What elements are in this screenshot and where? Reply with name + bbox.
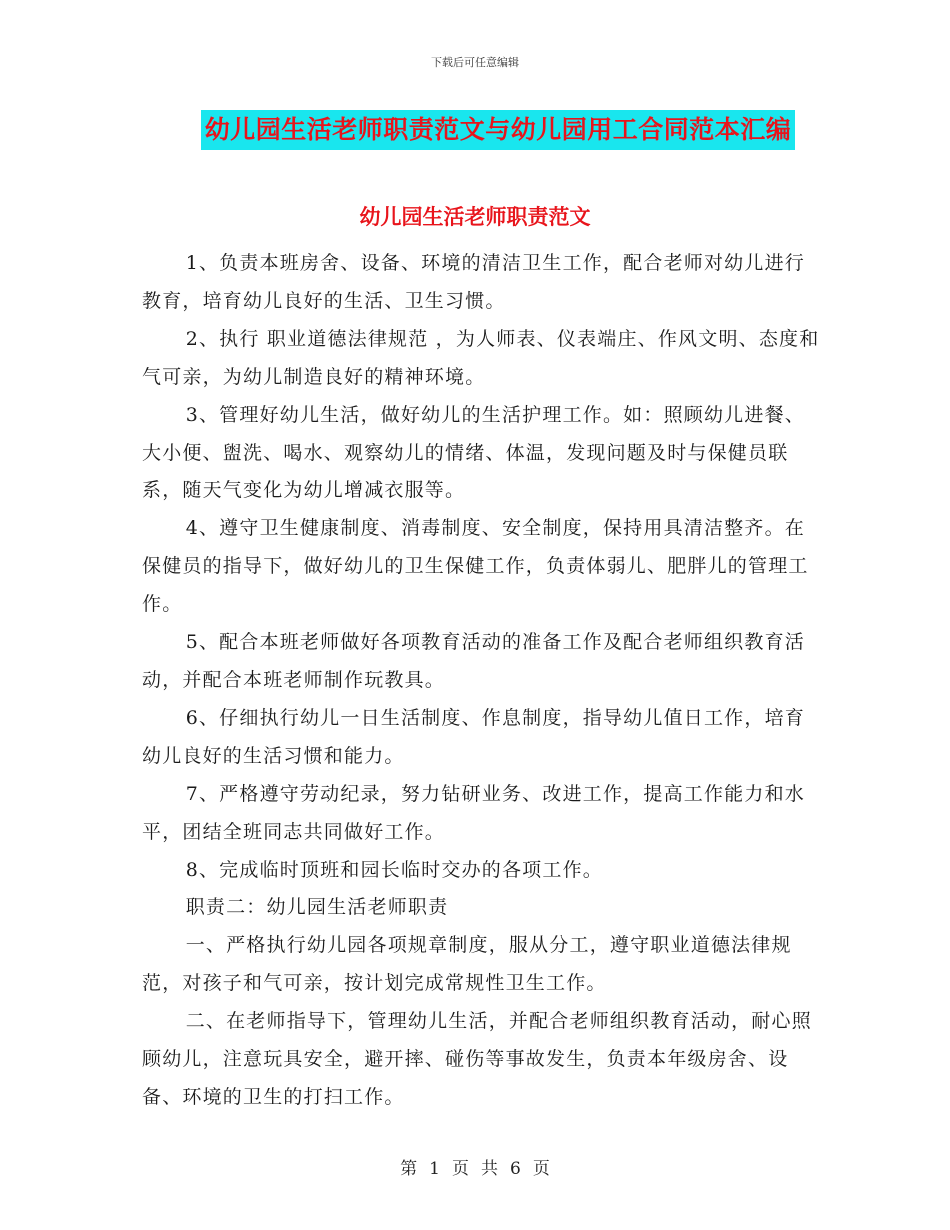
paragraph-1: 1、负责本班房舍、设备、环境的清洁卫生工作，配合老师对幼儿进行教育，培育幼儿良好的生活、卫生习惯。 bbox=[142, 252, 805, 312]
footer-total-prefix: 共 bbox=[481, 1159, 498, 1179]
section-title: 幼儿园生活老师职责范文 bbox=[359, 205, 591, 229]
paragraph-8: 8、完成临时顶班和园长临时交办的各项工作。 bbox=[185, 858, 603, 881]
paragraph-5: 5、配合本班老师做好各项教育活动的准备工作及配合老师组织教育活动，并配合本班老师制作玩教具。 bbox=[142, 631, 805, 691]
footer-page-label: 页 bbox=[452, 1159, 469, 1179]
footer-page-number: 1 bbox=[429, 1159, 440, 1179]
paragraph-4: 4、遵守卫生健康制度、消毒制度、安全制度，保持用具清洁整齐。在保健员的指导下，做好幼儿的卫生保健工作，负责体弱儿、肥胖儿的管理工作。 bbox=[142, 517, 809, 616]
footer-total-suffix: 页 bbox=[532, 1159, 550, 1179]
header-note: 下载后可任意编辑 bbox=[431, 56, 519, 69]
paragraph-7: 7、严格遵守劳动纪录，努力钻研业务、改进工作，提高工作能力和水平，团结全班同志共同做好工作。 bbox=[142, 782, 805, 843]
document-title: 幼儿园生活老师职责范文与幼儿园用工合同范本汇编 bbox=[201, 110, 796, 150]
paragraph-3: 3、管理好幼儿生活，做好幼儿的生活护理工作。如：照顾幼儿进餐、大小便、盥洗、喝水、观察幼儿的情绪、体温，发现问题及时与保健员联系，随天气变化为幼儿增减衣服等。 bbox=[142, 403, 805, 502]
paragraph-2: 2、执行 职业道德法律规范 ，为人师表、仪表端庄、作风文明、态度和气可亲，为幼儿制造良好的精神环境。 bbox=[142, 327, 820, 388]
document-body bbox=[142, 245, 822, 1117]
page-footer bbox=[0, 1154, 950, 1179]
paragraph-6: 6、仔细执行幼儿一日生活制度、作息制度，指导幼儿值日工作，培育幼儿良好的生活习惯和能力。 bbox=[142, 706, 805, 767]
footer-total-pages: 6 bbox=[510, 1159, 521, 1179]
footer-page-prefix: 第 bbox=[400, 1159, 418, 1179]
paragraph-10: 二、在老师指导下，管理幼儿生活，并配合老师组织教育活动，耐心照顾幼儿，注意玩具安全，避开摔、碰伤等事故发生，负责本年级房舍、设备、环境的卫生的打扫工作。 bbox=[142, 1010, 812, 1108]
document-title-wrapper bbox=[0, 110, 950, 150]
paragraph-9: 一、严格执行幼儿园各项规章制度，服从分工，遵守职业道德法律规范，对孩子和气可亲，按计划完成常规性卫生工作。 bbox=[142, 934, 792, 995]
subsection-heading: 职责二：幼儿园生活老师职责 bbox=[185, 896, 449, 919]
